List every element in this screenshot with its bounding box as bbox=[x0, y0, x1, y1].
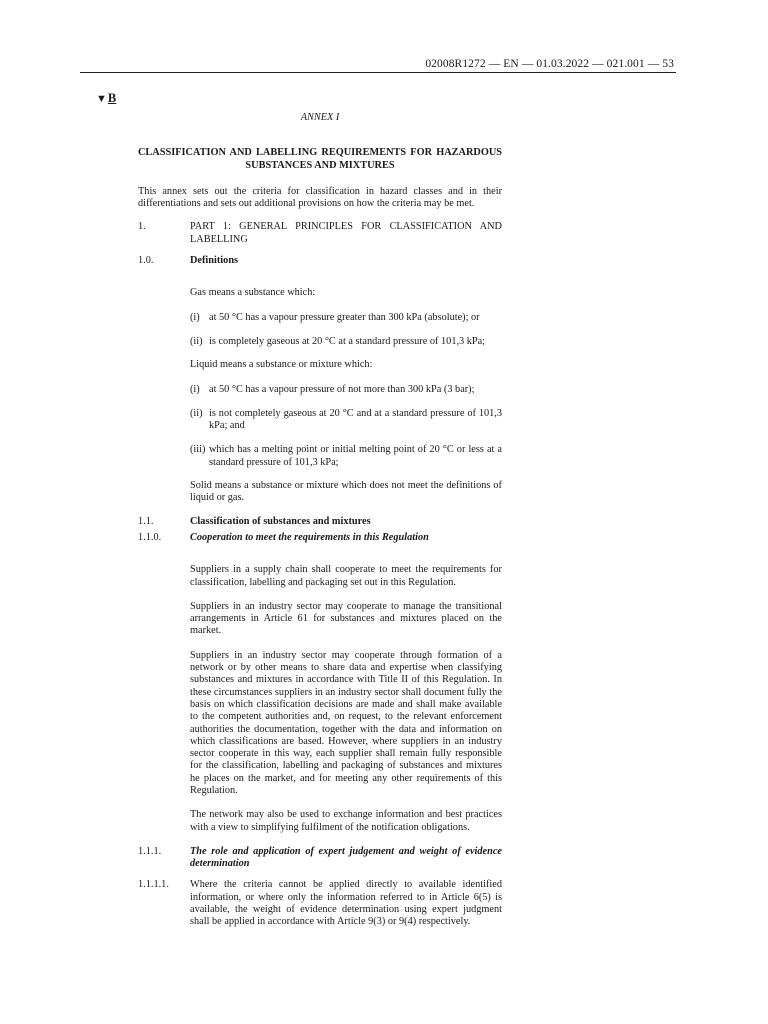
cooperation-paragraph: The network may also be used to exchange information and best practices with a view to simplifying fulfilment of the notification obligations. bbox=[190, 809, 502, 833]
list-marker: (ii) bbox=[190, 335, 203, 347]
section-1-1 bbox=[138, 516, 502, 528]
section-number: 1. bbox=[138, 221, 146, 233]
cooperation-paragraph: Suppliers in an industry sector may cooperate to manage the transitional arrangements in Article 61 for substances and mixtures placed on the market. bbox=[190, 600, 502, 637]
list-marker: (ii) bbox=[190, 407, 203, 419]
section-number: 1.1. bbox=[138, 515, 154, 527]
list-marker: (i) bbox=[190, 383, 200, 395]
solid-definition: Solid means a substance or mixture which does not meet the definitions of liquid or gas. bbox=[190, 480, 502, 504]
intro-paragraph: This annex sets out the criteria for classification in hazard classes and in their differentiations and sets out additional provisions on how the criteria may be met. bbox=[138, 185, 502, 210]
amendment-marker bbox=[96, 91, 116, 106]
cooperation-paragraph: Suppliers in an industry sector may cooperate through formation of a network or by other means to share data and expertise when classifying substances and mixtures in accordance with Title II of this Regulation. In these circumstances suppliers in an industry sector shall document fully the basis on which classification decisions are made and shall make available to the competent authorities and, on request, to the relevant enforcement authorities the documentation, together with the data and information on which classifications are based. However, where suppliers in an industry sector cooperate in this way, each supplier shall remain fully responsible for the classification, labelling and packaging of substances and mixtures he places on the market, and for meeting any other requirements of this Regulation. bbox=[190, 649, 502, 796]
triangle-down-icon: ▼ bbox=[96, 93, 107, 105]
list-marker: (iii) bbox=[190, 444, 206, 456]
section-number: 1.0. bbox=[138, 255, 154, 267]
section-part-1 bbox=[138, 221, 502, 246]
section-title: Definitions bbox=[190, 255, 239, 267]
list-text: is completely gaseous at 20 °C at a standard pressure of 101,3 kPa; bbox=[209, 335, 486, 347]
section-number: 1.1.1.1. bbox=[138, 879, 169, 891]
list-text: at 50 °C has a vapour pressure of not more than 300 kPa (3 bar); bbox=[209, 383, 475, 395]
list-item bbox=[190, 336, 502, 348]
section-1-1-1 bbox=[138, 846, 502, 871]
section-title: PART 1: GENERAL PRINCIPLES FOR CLASSIFICATION AND LABELLING bbox=[190, 221, 502, 245]
list-text: at 50 °C has a vapour pressure greater than 300 kPa (absolute); or bbox=[209, 311, 480, 323]
section-title: Classification of substances and mixtures bbox=[190, 515, 371, 527]
section-1-1-0 bbox=[138, 532, 502, 544]
section-title: Cooperation to meet the requirements in this Regulation bbox=[190, 531, 429, 543]
list-item bbox=[190, 408, 502, 433]
annex-title: ANNEX I bbox=[300, 112, 340, 123]
main-heading: CLASSIFICATION AND LABELLING REQUIREMENTS FOR HAZARDOUS SUBSTANCES AND MIXTURES bbox=[138, 147, 502, 171]
list-marker: (i) bbox=[190, 311, 200, 323]
list-text: is not completely gaseous at 20 °C and at a standard pressure of 101,3 kPa; and bbox=[209, 407, 502, 432]
list-item bbox=[190, 384, 502, 396]
cooperation-paragraph: Suppliers in a supply chain shall cooperate to meet the requirements for classification, labelling and packaging set out in this Regulation. bbox=[190, 564, 502, 588]
document-reference: 02008R1272 — EN — 01.03.2022 — 021.001 — 53 bbox=[425, 58, 674, 70]
section-text: Where the criteria cannot be applied directly to available identified information, or where only the information referred to in Article 6(5) is available, the weight of evidence determination using expert judgment shall be applied in accordance with Article 9(3) or 9(4) respectively. bbox=[190, 879, 502, 928]
list-item bbox=[190, 312, 502, 324]
gas-definition: Gas means a substance which: bbox=[190, 287, 316, 299]
liquid-definition: Liquid means a substance or mixture which: bbox=[190, 359, 373, 371]
header-divider bbox=[80, 72, 676, 73]
list-item bbox=[190, 444, 502, 469]
list-text: which has a melting point or initial melting point of 20 °C or less at a standard pressure of 101,3 kPa; bbox=[209, 444, 502, 468]
section-number: 1.1.1. bbox=[138, 845, 162, 857]
document-body bbox=[138, 112, 502, 929]
marker-label: B bbox=[107, 91, 117, 105]
section-number: 1.1.0. bbox=[138, 531, 162, 543]
section-1-0 bbox=[138, 255, 502, 267]
section-title: The role and application of expert judgement and weight of evidence determination bbox=[190, 845, 502, 870]
section-1-1-1-1 bbox=[138, 879, 502, 928]
